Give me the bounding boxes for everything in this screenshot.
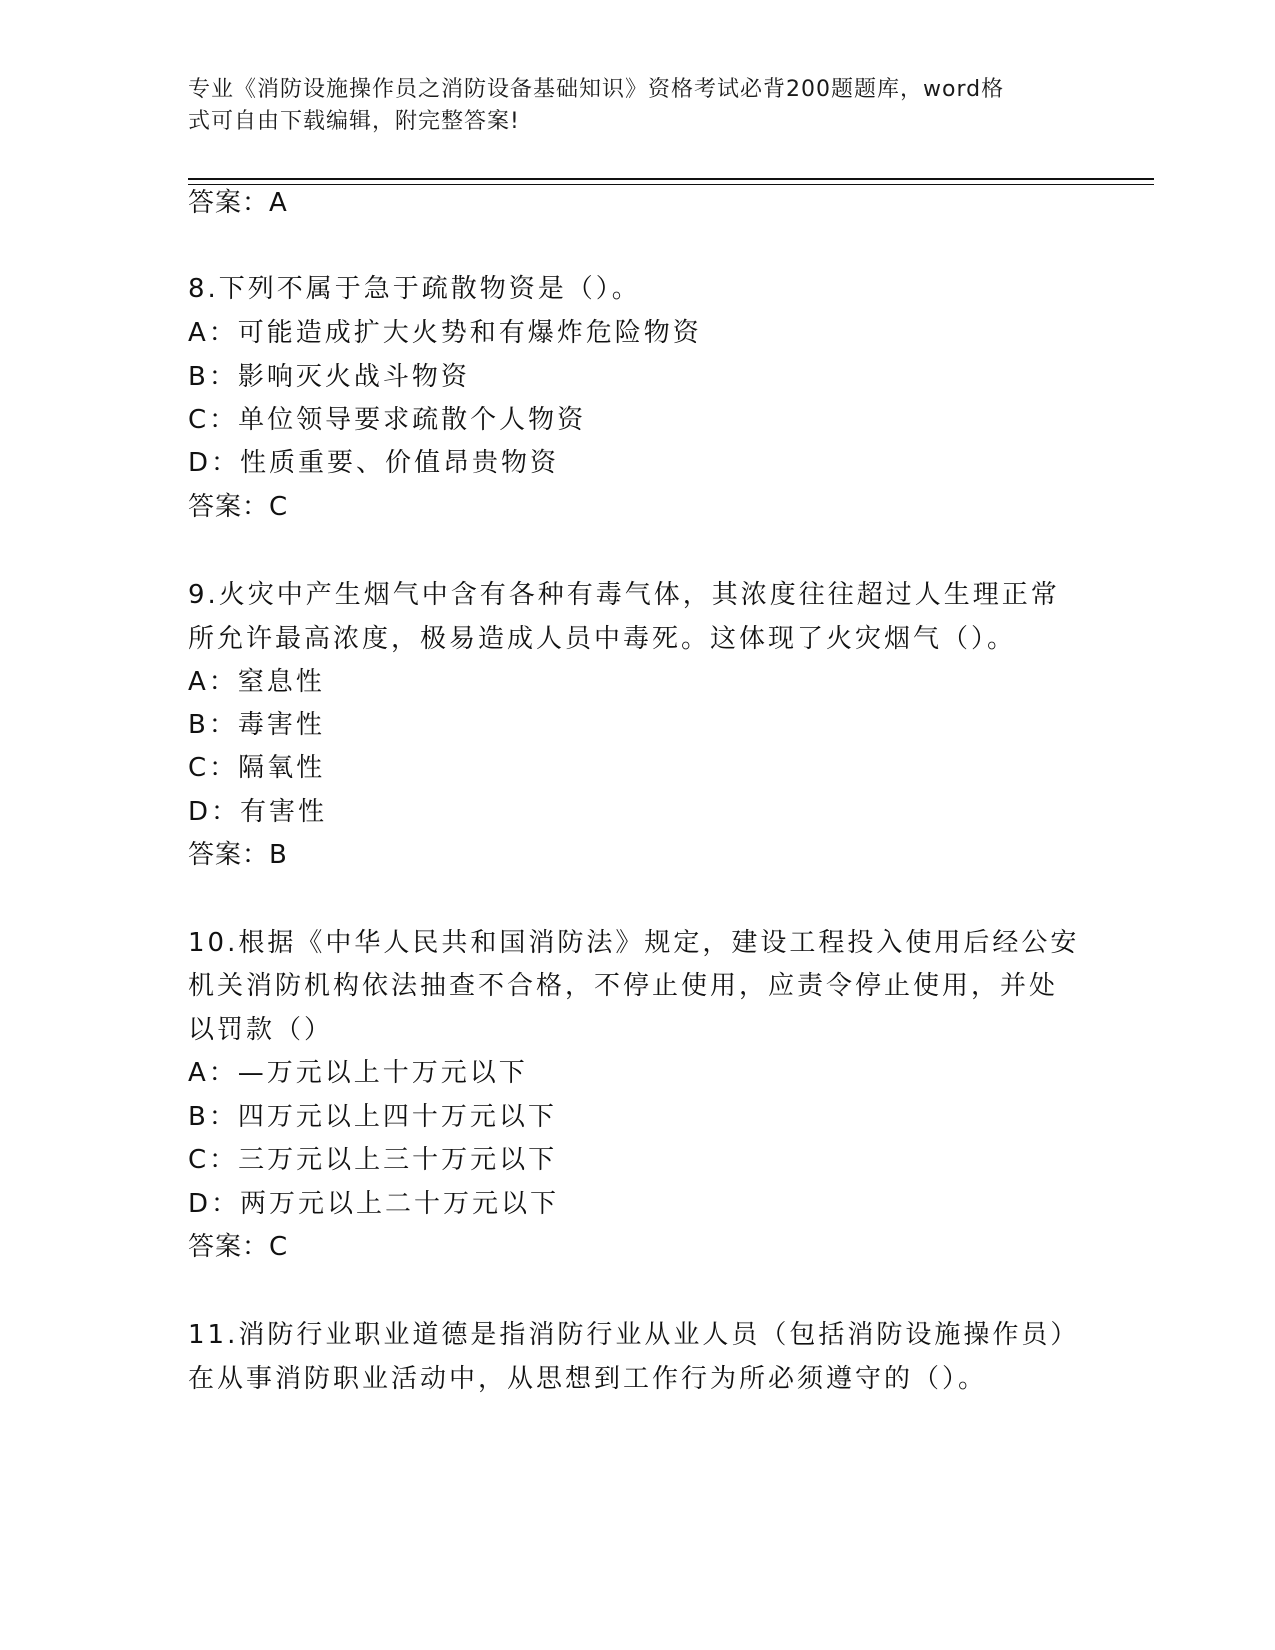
question-11-stem-line-2: 在从事消防职业活动中，从思想到工作行为所必须遵守的（）。 (188, 1364, 988, 1394)
question-8-option-a: A：可能造成扩大火势和有爆炸危险物资 (188, 318, 702, 348)
question-10-option-d: D：两万元以上二十万元以下 (188, 1189, 560, 1219)
question-9-option-d: D：有害性 (188, 797, 328, 827)
question-10-option-c: C：三万元以上三十万元以下 (188, 1145, 558, 1175)
question-8-option-d: D：性质重要、价值昂贵物资 (188, 448, 560, 478)
question-10-answer: 答案：C (188, 1232, 289, 1262)
header-divider-thick (188, 178, 1154, 180)
question-9-stem-line-1: 9.火灾中产生烟气中含有各种有毒气体，其浓度往往超过人生理正常 (188, 580, 1060, 610)
previous-answer: 答案：A (188, 188, 288, 218)
header-line-1: 专业《消防设施操作员之消防设备基础知识》资格考试必背200题题库，word格 (188, 77, 1005, 102)
question-11-stem-line-1: 11.消防行业职业道德是指消防行业从业人员（包括消防设施操作员） (188, 1320, 1080, 1350)
question-9-option-c: C：隔氧性 (188, 753, 326, 783)
question-8-option-c: C：单位领导要求疏散个人物资 (188, 405, 587, 435)
header-divider-thin (188, 184, 1154, 185)
document-header (188, 74, 1068, 138)
header-line-2: 式可自由下载编辑，附完整答案! (188, 109, 520, 134)
question-10-stem-line-3: 以罚款（） (188, 1015, 334, 1045)
question-9-option-a: A：窒息性 (188, 667, 325, 697)
question-9-stem-line-2: 所允许最高浓度，极易造成人员中毒死。这体现了火灾烟气（）。 (188, 624, 1017, 654)
question-8-answer: 答案：C (188, 492, 289, 522)
question-9-answer: 答案：B (188, 840, 288, 870)
question-8-stem: 8.下列不属于急于疏散物资是（）。 (188, 274, 641, 304)
question-10-stem-line-2: 机关消防机构依法抽查不合格，不停止使用，应责令停止使用，并处 (188, 971, 1059, 1001)
question-10-stem-line-1: 10.根据《中华人民共和国消防法》规定，建设工程投入使用后经公安 (188, 928, 1080, 958)
question-8-option-b: B：影响灭火战斗物资 (188, 362, 470, 392)
question-10-option-a: A：—万元以上十万元以下 (188, 1058, 528, 1088)
question-9-option-b: B：毒害性 (188, 710, 325, 740)
question-10-option-b: B：四万元以上四十万元以下 (188, 1102, 557, 1132)
